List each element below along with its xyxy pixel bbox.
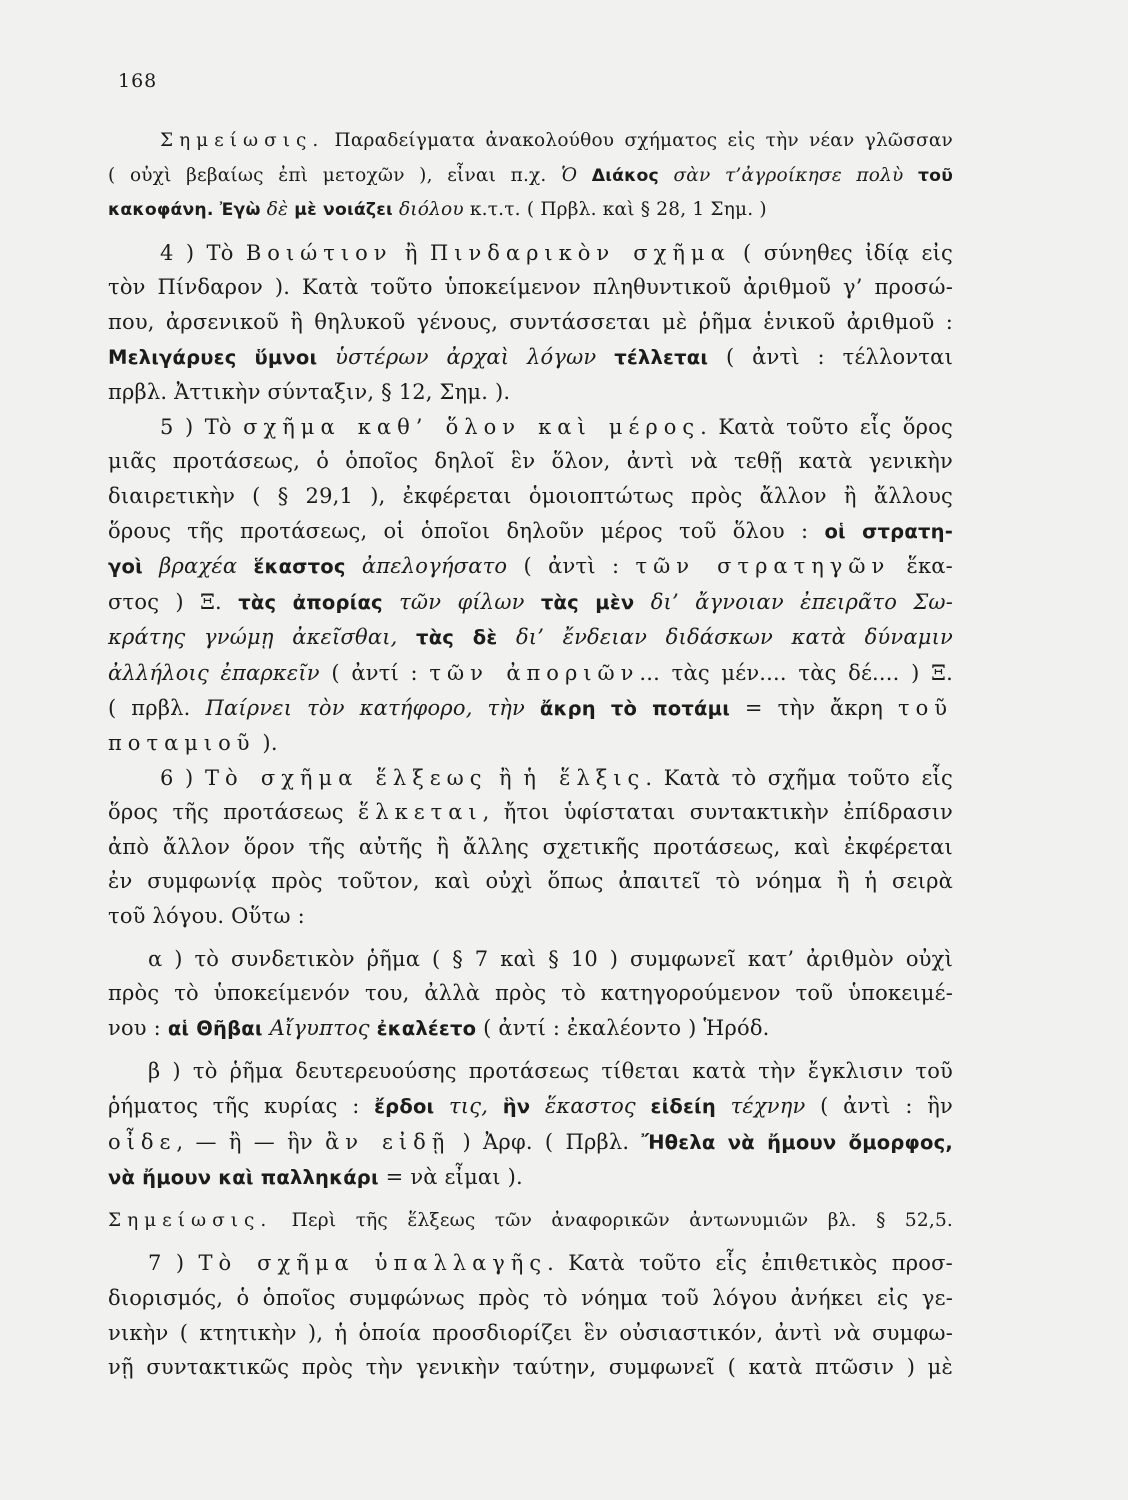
text-segment: εἰδείη — [650, 1095, 716, 1119]
text-segment: γοὶ — [108, 555, 143, 579]
text-segment: πρβλ. Ἀττικὴν σύνταξιν, § 12, Σημ. ). — [108, 380, 511, 405]
paragraph-7 — [108, 1246, 953, 1384]
text-line — [108, 942, 953, 977]
text-segment: ἡ ἕλξις — [523, 765, 646, 790]
text-segment: ἔρδοι — [374, 1095, 435, 1119]
text-segment: Μελιγάρυες ὕμνοι — [108, 345, 318, 369]
text-segment: τῶν ἀποριῶν — [429, 660, 640, 685]
text-segment: ). — [255, 731, 278, 756]
text-segment: τῶν στρατηγῶν — [635, 554, 891, 579]
text-line — [108, 761, 953, 796]
text-segment: τῶν φίλων — [382, 589, 541, 614]
text-segment: ποταμιοῦ — [108, 731, 256, 756]
text-segment: Ἤθελα νὰ ἤμουν ὄμορφος, — [641, 1130, 954, 1154]
text-segment: Ὁ — [561, 164, 592, 186]
text-line — [108, 375, 953, 410]
text-line — [108, 444, 953, 479]
text-line — [108, 1125, 953, 1161]
text-segment: ( οὐχὶ βεβαίως ἐπὶ μετοχῶν ), εἶναι π.χ. — [108, 164, 562, 186]
text-segment: , — ἢ — ἣν — [176, 1129, 326, 1154]
text-segment: δι’ ἄγνοιαν ἐπειρᾶτο Σω- — [634, 589, 953, 614]
text-segment: ἂν εἰδῇ — [325, 1129, 451, 1154]
text-segment: δι’ ἔνδειαν διδάσκων κατὰ δύναμιν — [497, 625, 953, 650]
text-line — [108, 1011, 953, 1047]
text-segment: ... τὰς μέν.... τὰς δέ.... ) Ξ. — [639, 660, 953, 685]
text-segment: 7 ) — [148, 1251, 199, 1276]
text-segment: 4 ) Τὸ — [160, 240, 246, 265]
text-line — [108, 1246, 953, 1281]
text-segment: μὲ νοιάζει — [294, 200, 393, 221]
text-segment: Τὸ σχῆμα ὑπαλλαγῆς — [198, 1251, 548, 1276]
text-line — [108, 1281, 953, 1316]
text-segment: Παραδείγματα ἀνακολούθου σχήματος εἰς τὴν νέαν γλῶσσαν — [324, 130, 953, 151]
text-segment: ἕκαστος — [530, 1094, 651, 1119]
text-line — [108, 1350, 953, 1385]
text-segment: σχῆμα καθ’ ὅλον καὶ μέρος — [243, 414, 701, 439]
text-line — [108, 976, 953, 1011]
text-segment: τὰς μὲν — [540, 590, 635, 614]
text-segment: πρὸς τὸ ὑποκείμενόν του, ἀλλὰ πρὸς τὸ κατηγορούμενον τοῦ ὑποκειμέ- — [108, 981, 953, 1006]
text-segment: ἐκαλέετο — [376, 1016, 477, 1040]
text-segment: κακοφάνη. Ἐγὼ — [108, 200, 261, 221]
text-segment: ( πρβλ. — [108, 695, 206, 720]
text-segment: ἀλλήλοις ἐπαρκεῖν — [108, 660, 320, 685]
text-line — [108, 726, 953, 761]
text-segment: ἣν — [502, 1095, 531, 1119]
text-segment: ( ἀντί : — [319, 660, 430, 685]
text-segment: που, ἀρσενικοῦ ἢ θηλυκοῦ γένους, συντάσσεται μὲ ῥῆμα ἑνικοῦ ἀριθμοῦ : — [108, 309, 953, 334]
text-line — [108, 585, 953, 621]
text-segment: δὲ — [260, 199, 295, 221]
text-segment: στος ) Ξ. — [108, 589, 239, 614]
text-line — [108, 1204, 953, 1239]
note-paragraph-2 — [108, 1204, 953, 1239]
text-segment: μιᾶς προτάσεως, ὁ ὁποῖος δηλοῖ ἓν ὅλον, ἀντὶ νὰ τεθῇ κατὰ γενικὴν — [108, 449, 953, 474]
text-segment: κ.τ.τ. ( Πρβλ. καὶ § 28, 1 Σημ. ) — [463, 199, 767, 221]
paragraph-4 — [108, 236, 953, 410]
text-segment: ( ἀντί : ἐκαλέοντο ) Ἡρόδ. — [476, 1015, 770, 1040]
text-segment: ( ἀντὶ : — [507, 554, 636, 579]
text-segment: ( σύνηθες ἰδίᾳ εἰς — [730, 240, 953, 265]
text-line — [108, 864, 953, 899]
text-segment: ἄκρη τὸ ποτάμι — [539, 696, 731, 720]
text-line — [108, 514, 953, 550]
text-line — [108, 270, 953, 305]
text-segment: τοῦ — [897, 695, 953, 720]
text-line — [108, 549, 953, 585]
text-line — [108, 410, 953, 445]
text-segment: ὅρους τῆς προτάσεως, οἱ ὁποῖοι δηλοῦν μέρος τοῦ ὅλου : — [108, 518, 825, 543]
text-segment: ( ἀντὶ : τέλλονται — [708, 344, 953, 369]
text-segment: β ) τὸ ῥῆμα δευτερευούσης προτάσεως τίθεται κατὰ τὴν ἔγκλισιν τοῦ — [148, 1059, 953, 1084]
page-number: 168 — [118, 70, 158, 92]
text-segment: ( ἀντὶ : ἣν — [805, 1094, 953, 1119]
text-segment: διαιρετικὴν ( § 29,1 ), ἐκφέρεται ὁμοιοπτώτως πρὸς ἄλλον ἢ ἄλλους — [108, 483, 953, 508]
text-segment: οἶδε — [108, 1129, 177, 1154]
text-segment: διόλου — [392, 199, 464, 221]
text-segment: τοῦ — [918, 165, 953, 186]
text-line — [108, 479, 953, 514]
text-segment: ἕλκεται — [358, 800, 483, 825]
text-segment: Παίρνει τὸν κατήφορο, τὴν — [205, 695, 540, 720]
text-segment: ἢ — [392, 240, 430, 265]
note-paragraph — [108, 124, 953, 228]
text-segment: ἀπὸ ἄλλον ὅρον τῆς αὐτῆς ἢ ἄλλης σχετικῆς προτάσεως, καὶ ἐκφέρεται — [108, 834, 953, 859]
subparagraph-a — [108, 942, 953, 1047]
text-line — [108, 691, 953, 727]
text-segment: Τὸ σχῆμα ἕλξεως — [204, 765, 488, 790]
text-segment: τὰς δὲ — [416, 626, 498, 650]
text-segment: . Κατὰ τοῦτο εἷς ὅρος — [700, 414, 953, 439]
text-segment: Διάκος — [591, 165, 659, 186]
text-segment: Σημείωσις. — [108, 1209, 273, 1231]
text-segment: ῥήματος τῆς κυρίας : — [108, 1094, 375, 1119]
text-segment: νικὴν ( κτητικὴν ), ἡ ὁποία προσδιορίζει ἓν οὐσιαστικόν, ἀντὶ νὰ συμφω- — [108, 1320, 953, 1345]
text-segment: οἱ στρατη- — [824, 519, 953, 543]
text-segment: τὰς ἀπορίας — [238, 590, 383, 614]
text-segment: Περὶ τῆς ἕλξεως τῶν ἀναφορικῶν ἀντωνυμιῶν βλ. § 52,5. — [272, 1209, 953, 1231]
text-segment: νου : — [108, 1015, 168, 1040]
paragraph-5 — [108, 410, 953, 761]
text-segment: σὰν τ’ἀγροίκησε πολὺ — [658, 164, 919, 186]
text-segment: Πινδαρικὸν σχῆμα — [429, 240, 731, 265]
text-line — [108, 1089, 953, 1125]
subparagraph-b — [108, 1054, 953, 1195]
text-segment: τέχνην — [715, 1094, 806, 1119]
text-segment: ὑστέρων ἀρχαὶ λόγων — [317, 344, 615, 369]
text-segment: αἱ Θῆβαι — [167, 1016, 263, 1040]
text-segment: τέλλεται — [614, 345, 709, 369]
text-line — [108, 656, 953, 691]
text-line — [108, 340, 953, 376]
text-line — [108, 1316, 953, 1351]
text-segment: ἐν συμφωνίᾳ πρὸς τοῦτον, καὶ οὐχὶ ὅπως ἀπαιτεῖ τὸ νόημα ἢ ἡ σειρὰ — [108, 869, 953, 894]
text-segment: 6 ) — [160, 765, 205, 790]
text-line — [108, 1054, 953, 1089]
paragraph-6 — [108, 761, 953, 934]
text-segment: , ἤτοι ὑφίσταται συντακτικὴν ἐπίδρασιν — [482, 800, 953, 825]
text-segment: Βοιώτιον — [245, 240, 393, 265]
text-segment: νὰ ἤμουν καὶ παλληκάρι — [108, 1166, 379, 1190]
text-line — [108, 193, 953, 228]
text-segment: κράτης γνώμῃ ἀκεῖσθαι, — [108, 625, 417, 650]
text-line — [108, 795, 953, 830]
text-line — [108, 236, 953, 271]
text-segment: ἢ — [487, 765, 524, 790]
text-segment: . Κατὰ τὸ σχῆμα τοῦτο εἷς — [645, 765, 953, 790]
text-line — [108, 305, 953, 340]
text-segment: ) Ἀρφ. ( Πρβλ. — [450, 1129, 642, 1154]
text-line — [108, 1160, 953, 1196]
text-segment: Αἴγυπτος — [262, 1015, 377, 1040]
text-segment: Σημείωσις. — [160, 130, 325, 151]
text-line — [108, 159, 953, 194]
text-segment: τις, — [434, 1094, 503, 1119]
text-line — [108, 830, 953, 865]
text-line — [108, 124, 953, 159]
text-segment: 5 ) Τὸ — [160, 414, 244, 439]
body-text — [108, 124, 953, 1385]
text-segment: ὅρος τῆς προτάσεως — [108, 800, 358, 825]
text-segment: διορισμός, ὁ ὁποῖος συμφώνως πρὸς τὸ νόημα τοῦ λόγου ἀνήκει εἰς γε- — [108, 1286, 953, 1310]
text-segment: τοῦ λόγου. Οὕτω : — [108, 904, 305, 929]
text-segment: = τὴν ἄκρη — [730, 695, 898, 720]
text-segment: ἕκαστος — [253, 555, 346, 579]
text-segment: . Κατὰ τοῦτο εἷς ἐπιθετικὸς προσ- — [547, 1251, 953, 1276]
text-segment: βραχέα — [142, 554, 254, 579]
text-segment: ἕκα- — [890, 554, 953, 579]
text-line — [108, 899, 953, 934]
text-segment: ἀπελογήσατο — [345, 554, 508, 579]
text-segment: τὸν Πίνδαρον ). Κατὰ τοῦτο ὑποκείμενον πληθυντικοῦ ἀριθμοῦ γ’ προσώ- — [108, 275, 953, 300]
text-segment: νῇ συντακτικῶς πρὸς τὴν γενικὴν ταύτην, συμφωνεῖ ( κατὰ πτῶσιν ) μὲ — [108, 1355, 953, 1380]
text-segment: α ) τὸ συνδετικὸν ῥῆμα ( § 7 καὶ § 10 ) συμφωνεῖ κατ’ ἀριθμὸν οὐχὶ — [148, 946, 953, 971]
text-segment: = νὰ εἶμαι ). — [378, 1165, 523, 1190]
text-line — [108, 620, 953, 656]
